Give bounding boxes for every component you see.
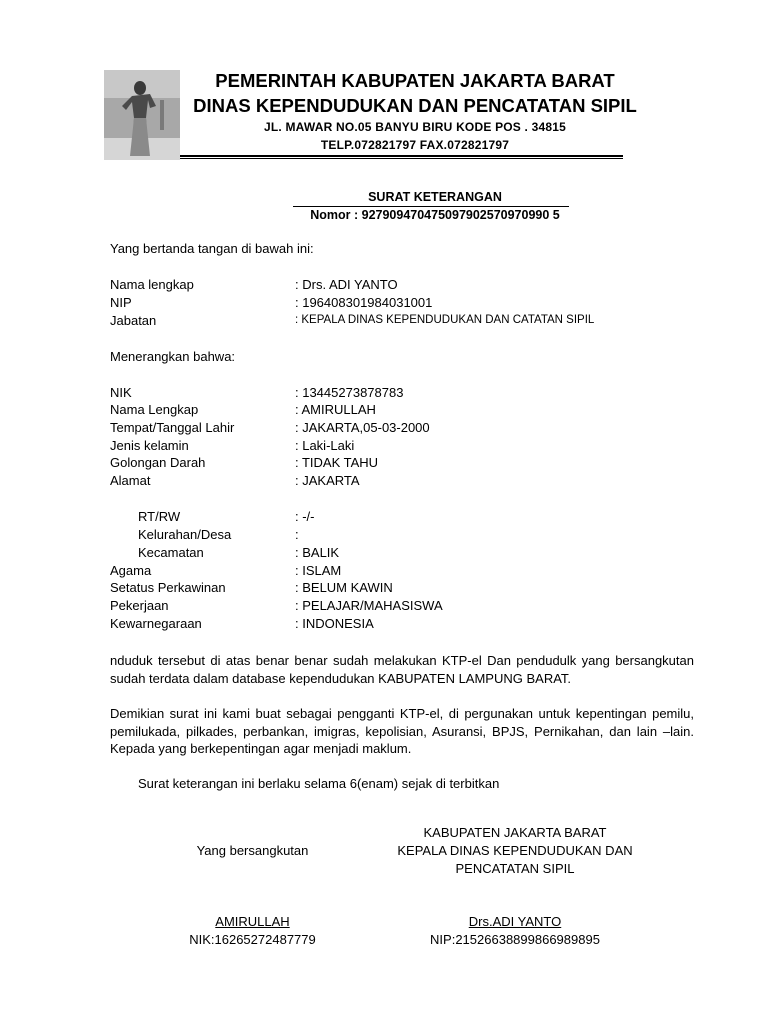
person-label: Alamat (110, 473, 151, 488)
left-signature-id: NIK:16265272487779 (189, 932, 316, 947)
person-label: Kecamatan (138, 545, 204, 560)
declares-text: Menerangkan bahwa: (110, 349, 236, 364)
statement-paragraph: nduduk tersebut di atas benar benar sudah melakukan KTP-el Dan pendudulk yang bersangkutan sudah terdata dalam database kependudukan KABUPATEN LAMPUNG BARAT. (110, 653, 694, 686)
left-signature-name: AMIRULLAH (215, 914, 290, 929)
document-title: SURAT KETERANGAN (368, 190, 502, 204)
right-signature-line3: PENCATATAN SIPIL (455, 861, 575, 876)
person-label: Pekerjaan (110, 598, 169, 613)
title-underline (293, 206, 569, 207)
person-value: : JAKARTA,05-03-2000 (295, 420, 430, 435)
person-value: : INDONESIA (295, 616, 374, 631)
header-department: DINAS KEPENDUDUKAN DAN PENCATATAN SIPIL (193, 95, 637, 116)
person-value: : ISLAM (295, 563, 342, 578)
signatory-value: : Drs. ADI YANTO (295, 277, 398, 292)
signatory-value: : KEPALA DINAS KEPENDUDUKAN DAN CATATAN SIPIL (295, 314, 595, 326)
purpose-paragraph: Demikian surat ini kami buat sebagai pengganti KTP-el, di pergunakan untuk kepentingan pemilu, pemilukada, pilkades, perbankan, imigras, kepolisian, Asuransi, BPJS, Pernikahan, dan lain –lain. Kepada yang berkepentingan agar menjadi maklum. (110, 706, 694, 756)
left-signature-title: Yang bersangkutan (196, 843, 309, 858)
right-signature-line2: KEPALA DINAS KEPENDUDUKAN DAN (397, 843, 633, 858)
header-divider (180, 155, 623, 157)
person-label: RT/RW (138, 509, 181, 524)
right-signature-line1: KABUPATEN JAKARTA BARAT (423, 825, 607, 840)
person-value: : -/- (295, 509, 315, 524)
signatory-value: : 196408301984031001 (295, 295, 433, 310)
right-signature-name: Drs.ADI YANTO (468, 914, 562, 929)
signatory-label: Jabatan (110, 313, 157, 328)
header-photo (104, 70, 180, 160)
person-value: : BELUM KAWIN (295, 580, 393, 595)
person-label: Setatus Perkawinan (110, 580, 226, 595)
person-label: NIK (110, 385, 132, 400)
person-value: : JAKARTA (295, 473, 360, 488)
person-label: Kewarnegaraan (110, 616, 202, 631)
right-signature-id: NIP:21526638899866989895 (430, 932, 600, 947)
person-value: : AMIRULLAH (295, 402, 376, 417)
person-label: Golongan Darah (110, 455, 206, 470)
person-label: Tempat/Tanggal Lahir (110, 420, 235, 435)
header-divider-thin (180, 158, 623, 159)
person-label: Agama (110, 563, 152, 578)
validity-text: Surat keterangan ini berlaku selama 6(enam) sejak di terbitkan (138, 776, 500, 791)
person-value: : BALIK (295, 545, 340, 560)
person-value: : (295, 527, 299, 542)
person-value: : 13445273878783 (295, 385, 404, 400)
person-value: : PELAJAR/MAHASISWA (295, 598, 443, 613)
header-government: PEMERINTAH KABUPATEN JAKARTA BARAT (215, 70, 615, 91)
intro-text: Yang bertanda tangan di bawah ini: (110, 241, 314, 256)
person-value: : Laki-Laki (295, 438, 355, 453)
header-address: JL. MAWAR NO.05 BANYU BIRU KODE POS . 34815 (263, 120, 566, 134)
header-contact: TELP.072821797 FAX.072821797 (320, 138, 510, 152)
signatory-label: Nama lengkap (110, 277, 194, 292)
signatory-label: NIP (110, 295, 132, 310)
person-label: Kelurahan/Desa (138, 527, 232, 542)
person-value: : TIDAK TAHU (295, 455, 379, 470)
document-number: Nomor : 927909470475097902570970990 5 (310, 208, 560, 222)
person-label: Nama Lengkap (110, 402, 199, 417)
person-label: Jenis kelamin (110, 438, 189, 453)
